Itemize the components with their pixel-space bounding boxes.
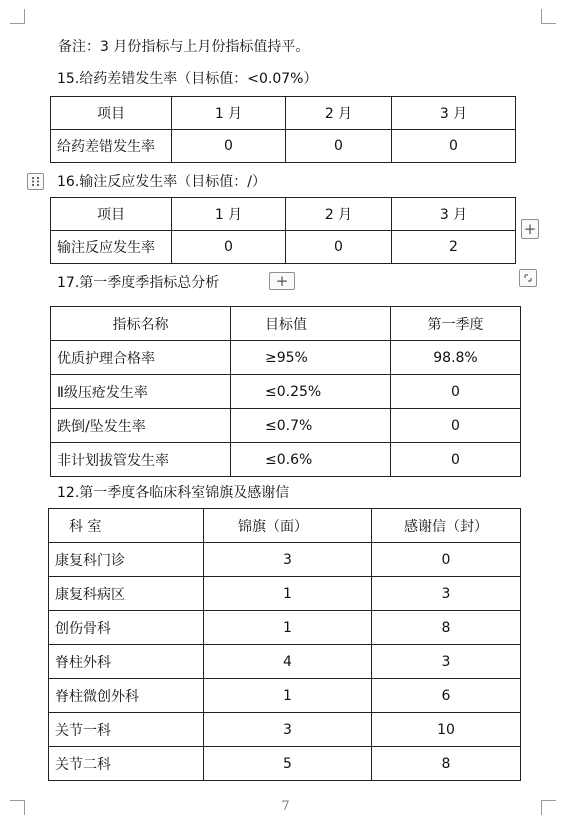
table-12 [48, 508, 521, 781]
table-row [51, 375, 521, 409]
cell: 创伤骨科 [49, 611, 204, 645]
section-16-heading: 16.输注反应发生率（目标值：/） [57, 174, 266, 190]
cell: 关节二科 [49, 747, 204, 781]
cell: 康复科门诊 [49, 543, 204, 577]
table-header-row [51, 307, 521, 341]
table-row [51, 130, 516, 163]
header-cell: 1 月 [172, 198, 286, 231]
header-cell: 第一季度 [391, 307, 521, 341]
cell: 跌倒/坠发生率 [51, 409, 231, 443]
table-17 [50, 306, 521, 477]
cell: 输注反应发生率 [51, 231, 172, 264]
add-row-button[interactable] [269, 272, 295, 290]
cell: 3 [204, 713, 372, 747]
cell: 3 [372, 645, 521, 679]
header-cell: 3 月 [392, 97, 516, 130]
cell: 1 [204, 577, 372, 611]
cell: ≥95% [231, 341, 391, 375]
header-cell: 1 月 [172, 97, 286, 130]
table-row [51, 443, 521, 477]
cell: 0 [372, 543, 521, 577]
table-row [49, 645, 521, 679]
header-cell: 项目 [51, 198, 172, 231]
header-cell: 项目 [51, 97, 172, 130]
table-row [49, 713, 521, 747]
cell: 0 [391, 443, 521, 477]
header-cell: 锦旗（面） [204, 509, 372, 543]
cell: ≤0.25% [231, 375, 391, 409]
table-header-row [49, 509, 521, 543]
cell: 脊柱外科 [49, 645, 204, 679]
cell: 0 [172, 130, 286, 163]
page-number: 7 [281, 799, 290, 814]
cell: 非计划拔管发生率 [51, 443, 231, 477]
table-row [49, 747, 521, 781]
table-resize-handle[interactable] [519, 269, 537, 287]
header-cell: 指标名称 [51, 307, 231, 341]
header-cell: 目标值 [231, 307, 391, 341]
cell: 8 [372, 611, 521, 645]
cell: ≤0.6% [231, 443, 391, 477]
plus-icon: + [523, 219, 537, 238]
cell: 0 [286, 130, 392, 163]
section-15-heading: 15.给药差错发生率（目标值：<0.07%） [57, 71, 318, 87]
cell: 0 [172, 231, 286, 264]
resize-corner-icon [523, 273, 533, 283]
plus-icon: + [275, 271, 289, 290]
cell: 优质护理合格率 [51, 341, 231, 375]
section-17-heading: 17.第一季度季指标总分析 [57, 275, 220, 291]
table-row [51, 409, 521, 443]
table-15 [50, 96, 516, 163]
cell: 0 [286, 231, 392, 264]
note-text: 备注：3 月份指标与上月份指标值持平。 [58, 39, 310, 55]
crop-mark-top-right [541, 9, 556, 24]
cell: 0 [391, 375, 521, 409]
cell: 1 [204, 679, 372, 713]
table-row [51, 341, 521, 375]
section-12-heading: 12.第一季度各临床科室锦旗及感谢信 [57, 485, 290, 501]
cell: 3 [204, 543, 372, 577]
cell: 6 [372, 679, 521, 713]
cell: 10 [372, 713, 521, 747]
cell: 1 [204, 611, 372, 645]
cell: 8 [372, 747, 521, 781]
cell: 98.8% [391, 341, 521, 375]
cell: 3 [372, 577, 521, 611]
cell: 4 [204, 645, 372, 679]
table-row [49, 679, 521, 713]
cell: 给药差错发生率 [51, 130, 172, 163]
table-row [51, 231, 516, 264]
table-row [49, 577, 521, 611]
header-cell: 2 月 [286, 97, 392, 130]
table-move-handle[interactable] [27, 173, 44, 190]
header-cell: 科 室 [49, 509, 204, 543]
cell: 0 [391, 409, 521, 443]
table-row [49, 543, 521, 577]
cell: 脊柱微创外科 [49, 679, 204, 713]
cell: 2 [392, 231, 516, 264]
cell: 康复科病区 [49, 577, 204, 611]
cell: 关节一科 [49, 713, 204, 747]
add-column-button[interactable] [521, 219, 539, 239]
header-cell: 感谢信（封） [372, 509, 521, 543]
table-header-row [51, 198, 516, 231]
header-cell: 2 月 [286, 198, 392, 231]
table-row [49, 611, 521, 645]
crop-mark-top-left [10, 9, 25, 24]
cell: Ⅱ级压疮发生率 [51, 375, 231, 409]
table-header-row [51, 97, 516, 130]
cell: ≤0.7% [231, 409, 391, 443]
move-handle-icon [31, 176, 40, 187]
cell: 0 [392, 130, 516, 163]
table-16 [50, 197, 516, 264]
cell: 5 [204, 747, 372, 781]
header-cell: 3 月 [392, 198, 516, 231]
